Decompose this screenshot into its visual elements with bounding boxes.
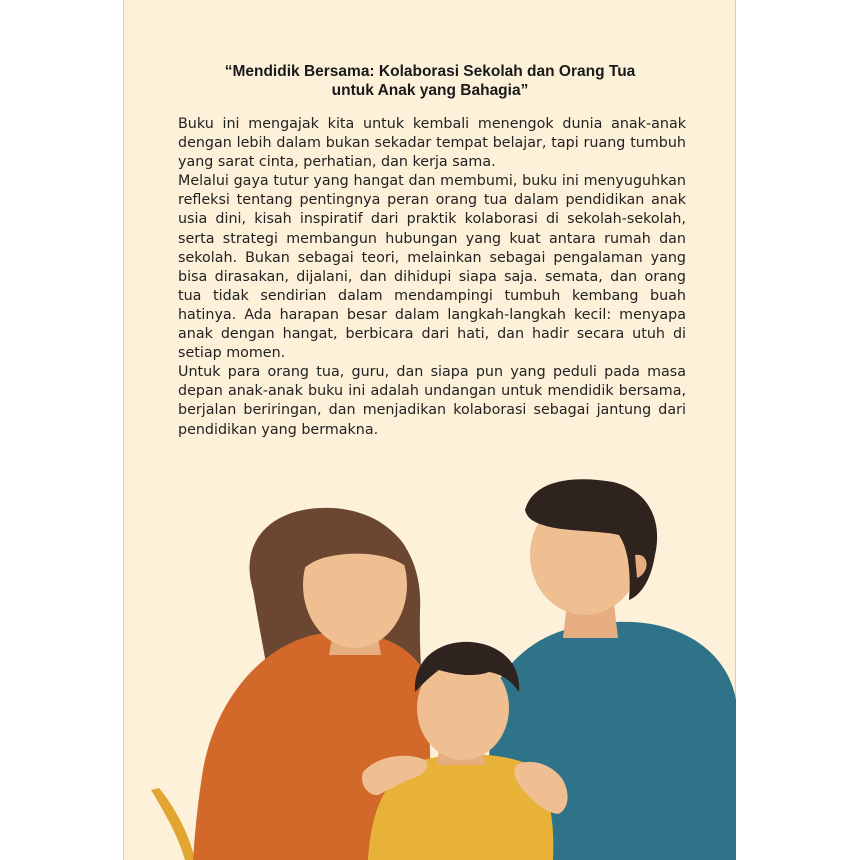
title-line-1: “Mendidik Bersama: Kolaborasi Sekolah dan Orang Tua <box>224 63 636 80</box>
title-line-2: untuk Anak yang Bahagia” <box>331 82 529 99</box>
page-title <box>180 62 680 100</box>
synopsis-text <box>178 115 686 440</box>
paragraph-3: Untuk para orang tua, guru, dan siapa pun yang peduli pada masa depan anak-anak buku ini adalah undangan untuk mendidik bersama, berjalan beriringan, dan menjadikan kolaborasi sebagai jantung dari pendidikan yang bermakna. <box>178 364 686 438</box>
plant-stem <box>151 788 195 860</box>
paragraph-1: Buku ini mengajak kita untuk kembali menengok dunia anak-anak dengan lebih dalam bukan sekadar tempat belajar, tapi ruang tumbuh yang sarat cinta, perhatian, dan kerja sama. <box>178 116 686 171</box>
paragraph-2: Melalui gaya tutur yang hangat dan membumi, buku ini menyuguhkan refleksi tentang pentingnya peran orang tua dalam pendidikan anak usia dini, kisah inspiratif dari praktik kolaborasi di sekolah-sekolah, serta strategi membangun hubungan yang kuat antara rumah dan sekolah. Bukan sebagai teori, melainkan sebagai pengalaman yang bisa dirasakan, dijalani, dan dihidupi siapa saja. semata, dan orang tua tidak sendirian dalam mendampingi tumbuh kembang buah hatinya. Ada harapan besar dalam langkah-langkah kecil: menyapa anak dengan hangat, berbicara dari hati, dan hadir secara utuh di setiap momen. <box>178 173 686 362</box>
family-illustration <box>123 460 736 860</box>
